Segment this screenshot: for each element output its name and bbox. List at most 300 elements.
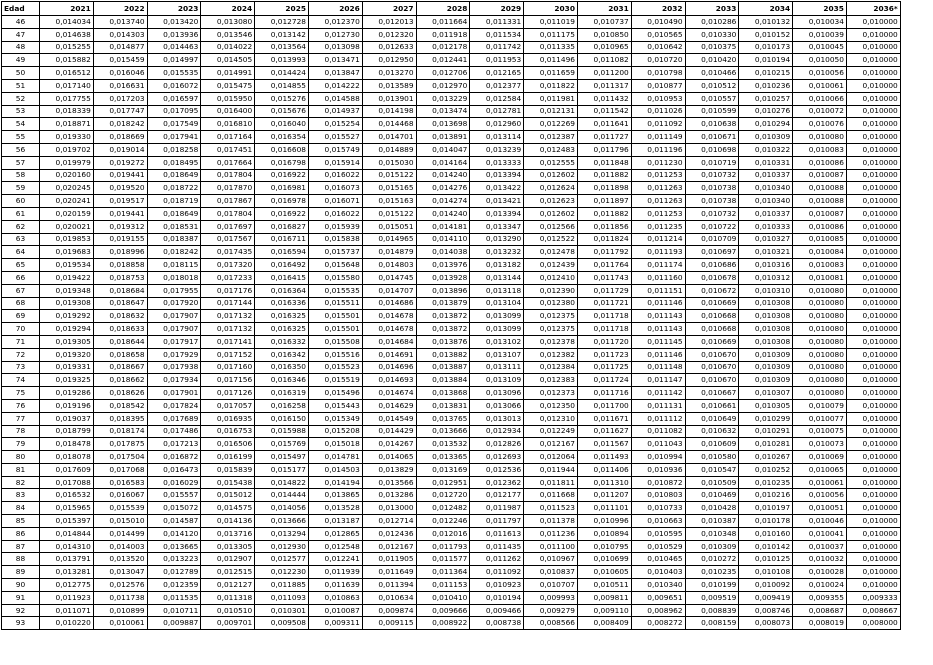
age-cell: 59	[2, 182, 40, 195]
rate-cell: 0,010732	[685, 207, 739, 220]
rate-cell: 0,014803	[362, 259, 416, 272]
rate-cell: 0,017907	[147, 310, 201, 323]
rate-cell: 0,012246	[416, 515, 470, 528]
rate-cell: 0,010235	[685, 566, 739, 579]
rate-cell: 0,011724	[577, 374, 631, 387]
rate-cell: 0,018649	[147, 169, 201, 182]
rate-cell: 0,017549	[147, 118, 201, 131]
rate-cell: 0,010294	[739, 118, 793, 131]
rate-cell: 0,012907	[201, 553, 255, 566]
rate-cell: 0,009701	[201, 617, 255, 630]
rate-cell: 0,010410	[416, 591, 470, 604]
rate-cell: 0,016922	[255, 207, 309, 220]
rate-cell: 0,010000	[846, 259, 900, 272]
rate-cell: 0,014691	[362, 348, 416, 361]
rate-cell: 0,010080	[793, 374, 847, 387]
rate-cell: 0,011641	[577, 118, 631, 131]
rate-cell: 0,011822	[524, 79, 578, 92]
rate-cell: 0,015535	[308, 284, 362, 297]
rate-cell: 0,013013	[470, 412, 524, 425]
rate-cell: 0,010178	[739, 515, 793, 528]
rate-cell: 0,014267	[362, 438, 416, 451]
rate-cell: 0,010000	[846, 297, 900, 310]
rate-cell: 0,010087	[793, 207, 847, 220]
rate-cell: 0,010000	[846, 399, 900, 412]
rate-cell: 0,018871	[40, 118, 94, 131]
rate-cell: 0,011071	[40, 604, 94, 617]
rate-cell: 0,010000	[846, 335, 900, 348]
age-cell: 57	[2, 156, 40, 169]
rate-cell: 0,013333	[470, 156, 524, 169]
rate-cell: 0,010000	[846, 271, 900, 284]
table-row	[2, 105, 901, 118]
rate-cell: 0,010733	[631, 502, 685, 515]
rate-cell: 0,010403	[631, 566, 685, 579]
rate-cell: 0,010215	[739, 67, 793, 80]
rate-cell: 0,017095	[147, 105, 201, 118]
header-row	[2, 2, 901, 16]
rate-cell: 0,015519	[308, 374, 362, 387]
rate-cell: 0,010087	[308, 604, 362, 617]
rate-cell: 0,019441	[93, 169, 147, 182]
rate-cell: 0,010050	[793, 54, 847, 67]
rate-cell: 0,014549	[362, 412, 416, 425]
rate-cell: 0,013066	[470, 399, 524, 412]
rate-cell: 0,010000	[846, 284, 900, 297]
rate-cell: 0,010420	[685, 54, 739, 67]
rate-cell: 0,016350	[255, 361, 309, 374]
rate-cell: 0,010081	[793, 271, 847, 284]
rate-cell: 0,012577	[255, 553, 309, 566]
rate-cell: 0,010072	[793, 105, 847, 118]
rate-cell: 0,013884	[416, 374, 470, 387]
age-cell: 85	[2, 515, 40, 528]
rate-cell: 0,011148	[631, 361, 685, 374]
rate-cell: 0,010305	[739, 399, 793, 412]
rate-cell: 0,010668	[685, 310, 739, 323]
rate-cell: 0,011378	[524, 515, 578, 528]
rate-cell: 0,013993	[255, 54, 309, 67]
rate-cell: 0,013471	[308, 54, 362, 67]
rate-cell: 0,010529	[631, 540, 685, 553]
rate-cell: 0,008962	[631, 604, 685, 617]
rate-cell: 0,017875	[93, 438, 147, 451]
rate-cell: 0,011174	[631, 259, 685, 272]
rate-cell: 0,016872	[147, 451, 201, 464]
rate-cell: 0,010738	[685, 195, 739, 208]
rate-cell: 0,013347	[470, 220, 524, 233]
rate-cell: 0,018644	[93, 335, 147, 348]
rate-cell: 0,018799	[40, 425, 94, 438]
rate-cell: 0,010953	[631, 92, 685, 105]
rate-cell: 0,014575	[201, 502, 255, 515]
rate-cell: 0,019422	[40, 271, 94, 284]
rate-cell: 0,016067	[93, 489, 147, 502]
rate-cell: 0,010967	[524, 553, 578, 566]
rate-cell: 0,010669	[685, 335, 739, 348]
table-row	[2, 195, 901, 208]
rate-cell: 0,008922	[416, 617, 470, 630]
rate-cell: 0,008566	[524, 617, 578, 630]
rate-cell: 0,010125	[739, 553, 793, 566]
rate-cell: 0,019330	[40, 131, 94, 144]
rate-cell: 0,016073	[308, 182, 362, 195]
rate-cell: 0,012370	[308, 16, 362, 29]
rate-cell: 0,014678	[362, 323, 416, 336]
rate-cell: 0,018996	[93, 246, 147, 259]
rate-cell: 0,008019	[793, 617, 847, 630]
rate-cell: 0,016935	[201, 412, 255, 425]
rate-cell: 0,010000	[846, 489, 900, 502]
rate-cell: 0,011318	[201, 591, 255, 604]
rate-cell: 0,010719	[685, 156, 739, 169]
rate-cell: 0,019294	[40, 323, 94, 336]
rate-cell: 0,014110	[416, 233, 470, 246]
rate-cell: 0,009110	[577, 604, 631, 617]
rate-cell: 0,015501	[308, 323, 362, 336]
rate-cell: 0,012230	[255, 566, 309, 579]
rate-cell: 0,010281	[739, 438, 793, 451]
rate-cell: 0,018395	[93, 412, 147, 425]
age-cell: 89	[2, 566, 40, 579]
age-cell: 75	[2, 387, 40, 400]
rate-cell: 0,011236	[524, 527, 578, 540]
rate-cell: 0,010722	[685, 220, 739, 233]
rate-cell: 0,013546	[201, 28, 255, 41]
rate-cell: 0,014038	[416, 246, 470, 259]
table-row	[2, 92, 901, 105]
rate-cell: 0,014638	[40, 28, 94, 41]
rate-cell: 0,012177	[470, 489, 524, 502]
rate-cell: 0,019014	[93, 143, 147, 156]
rate-cell: 0,016319	[255, 387, 309, 400]
table-row	[2, 118, 901, 131]
rate-cell: 0,016325	[255, 323, 309, 336]
rate-cell: 0,010698	[685, 143, 739, 156]
rate-cell: 0,010707	[524, 579, 578, 592]
rate-cell: 0,009811	[577, 591, 631, 604]
rate-cell: 0,011193	[631, 246, 685, 259]
rate-cell: 0,010046	[793, 515, 847, 528]
rate-cell: 0,011263	[631, 195, 685, 208]
rate-cell: 0,010220	[40, 617, 94, 630]
rate-cell: 0,010267	[739, 451, 793, 464]
rate-cell: 0,010547	[685, 463, 739, 476]
rate-cell: 0,010084	[793, 246, 847, 259]
age-cell: 61	[2, 207, 40, 220]
rate-cell: 0,011885	[255, 579, 309, 592]
rate-cell: 0,013791	[40, 553, 94, 566]
rate-cell: 0,017870	[201, 182, 255, 195]
age-cell: 49	[2, 54, 40, 67]
table-row	[2, 16, 901, 29]
rate-cell: 0,014065	[362, 451, 416, 464]
rate-cell: 0,013589	[362, 79, 416, 92]
rate-cell: 0,009419	[739, 591, 793, 604]
rate-cell: 0,014120	[147, 527, 201, 540]
rate-cell: 0,017907	[147, 323, 201, 336]
rate-cell: 0,017486	[147, 425, 201, 438]
rate-cell: 0,009519	[685, 591, 739, 604]
rate-cell: 0,012930	[255, 540, 309, 553]
rate-cell: 0,015676	[255, 105, 309, 118]
rate-cell: 0,010490	[631, 16, 685, 29]
rate-cell: 0,015535	[147, 67, 201, 80]
rate-cell: 0,010000	[846, 579, 900, 592]
rate-cell: 0,010083	[793, 143, 847, 156]
rate-cell: 0,011953	[470, 54, 524, 67]
rate-cell: 0,011253	[631, 169, 685, 182]
rate-cell: 0,010340	[739, 195, 793, 208]
rate-cell: 0,010307	[739, 387, 793, 400]
rate-cell: 0,013118	[470, 284, 524, 297]
table-row	[2, 348, 901, 361]
rate-cell: 0,013239	[470, 143, 524, 156]
rate-cell: 0,011200	[577, 67, 631, 80]
rate-cell: 0,010965	[577, 41, 631, 54]
rate-cell: 0,011613	[470, 527, 524, 540]
rate-cell: 0,010000	[846, 553, 900, 566]
rate-cell: 0,011981	[524, 92, 578, 105]
rate-cell: 0,018242	[147, 246, 201, 259]
rate-cell: 0,010667	[685, 387, 739, 400]
rate-cell: 0,010041	[793, 527, 847, 540]
rate-cell: 0,012633	[362, 41, 416, 54]
rate-cell: 0,015539	[93, 502, 147, 515]
rate-cell: 0,014587	[147, 515, 201, 528]
rate-cell: 0,010000	[846, 361, 900, 374]
rate-cell: 0,010000	[846, 118, 900, 131]
rate-cell: 0,019155	[93, 233, 147, 246]
rate-cell: 0,013111	[470, 361, 524, 374]
rate-cell: 0,015939	[308, 220, 362, 233]
rate-cell: 0,011196	[631, 143, 685, 156]
rate-cell: 0,012382	[524, 348, 578, 361]
rate-cell: 0,010000	[846, 207, 900, 220]
column-header-year: 2032	[631, 2, 685, 16]
rate-cell: 0,013936	[147, 28, 201, 41]
rate-cell: 0,009333	[846, 591, 900, 604]
rate-cell: 0,016415	[255, 271, 309, 284]
column-header-year: 2021	[40, 2, 94, 16]
table-row	[2, 220, 901, 233]
rate-cell: 0,011496	[524, 54, 578, 67]
rate-cell: 0,010000	[846, 220, 900, 233]
rate-cell: 0,015276	[255, 92, 309, 105]
rate-cell: 0,011100	[524, 540, 578, 553]
rate-cell: 0,018174	[93, 425, 147, 438]
rate-cell: 0,013080	[201, 16, 255, 29]
rate-cell: 0,010066	[793, 92, 847, 105]
rate-cell: 0,013281	[40, 566, 94, 579]
rate-cell: 0,016354	[255, 131, 309, 144]
rate-cell: 0,010056	[793, 489, 847, 502]
age-cell: 65	[2, 259, 40, 272]
rate-cell: 0,019331	[40, 361, 94, 374]
rate-cell: 0,010000	[846, 566, 900, 579]
table-row	[2, 54, 901, 67]
rate-cell: 0,010000	[846, 412, 900, 425]
rate-cell: 0,010000	[846, 515, 900, 528]
rate-cell: 0,011112	[631, 412, 685, 425]
rate-cell: 0,013232	[470, 246, 524, 259]
rate-cell: 0,017435	[201, 246, 255, 259]
rate-cell: 0,011262	[470, 553, 524, 566]
rate-cell: 0,011567	[577, 438, 631, 451]
rate-cell: 0,013865	[308, 489, 362, 502]
rate-cell: 0,015580	[308, 271, 362, 284]
rate-cell: 0,010795	[577, 540, 631, 553]
rate-cell: 0,010173	[739, 41, 793, 54]
rate-cell: 0,009279	[524, 604, 578, 617]
rate-cell: 0,016258	[255, 399, 309, 412]
rate-cell: 0,019683	[40, 246, 94, 259]
rate-cell: 0,010670	[685, 374, 739, 387]
rate-cell: 0,014889	[362, 143, 416, 156]
rate-cell: 0,016711	[255, 233, 309, 246]
rate-cell: 0,011143	[631, 310, 685, 323]
rate-cell: 0,013666	[416, 425, 470, 438]
rate-cell: 0,015030	[362, 156, 416, 169]
rate-cell: 0,011720	[577, 335, 631, 348]
rate-cell: 0,014686	[362, 297, 416, 310]
rate-cell: 0,010511	[577, 579, 631, 592]
rate-cell: 0,009651	[631, 591, 685, 604]
rate-cell: 0,012960	[470, 118, 524, 131]
rate-cell: 0,010316	[739, 259, 793, 272]
rate-cell: 0,013096	[470, 387, 524, 400]
table-row	[2, 284, 901, 297]
rate-cell: 0,010309	[739, 374, 793, 387]
rate-cell: 0,008746	[739, 604, 793, 617]
rate-cell: 0,010923	[470, 579, 524, 592]
age-cell: 50	[2, 67, 40, 80]
rate-cell: 0,015516	[308, 348, 362, 361]
rate-cell: 0,014240	[416, 207, 470, 220]
age-cell: 91	[2, 591, 40, 604]
rate-cell: 0,018719	[147, 195, 201, 208]
rate-cell: 0,011043	[631, 438, 685, 451]
rate-cell: 0,017132	[201, 323, 255, 336]
rate-cell: 0,010308	[739, 323, 793, 336]
rate-cell: 0,012384	[524, 361, 578, 374]
rate-cell: 0,012383	[524, 374, 578, 387]
rate-cell: 0,011146	[631, 297, 685, 310]
rate-cell: 0,018649	[147, 207, 201, 220]
age-cell: 55	[2, 131, 40, 144]
rate-cell: 0,013928	[416, 271, 470, 284]
column-header-year: 2036*	[846, 2, 900, 16]
rate-cell: 0,010337	[739, 207, 793, 220]
rate-cell: 0,011944	[524, 463, 578, 476]
rate-cell: 0,014181	[416, 220, 470, 233]
rate-cell: 0,012439	[524, 259, 578, 272]
age-cell: 46	[2, 16, 40, 29]
age-cell: 58	[2, 169, 40, 182]
table-row	[2, 463, 901, 476]
rate-cell: 0,019517	[93, 195, 147, 208]
rate-cell: 0,011727	[577, 131, 631, 144]
rate-cell: 0,020021	[40, 220, 94, 233]
rate-cell: 0,012720	[416, 489, 470, 502]
rate-cell: 0,011092	[631, 118, 685, 131]
rate-cell: 0,012950	[362, 54, 416, 67]
rate-cell: 0,012576	[93, 579, 147, 592]
age-cell: 81	[2, 463, 40, 476]
rate-cell: 0,010509	[685, 476, 739, 489]
rate-cell: 0,011923	[40, 591, 94, 604]
rate-cell: 0,012584	[470, 92, 524, 105]
rate-cell: 0,014693	[362, 374, 416, 387]
rate-cell: 0,011856	[577, 220, 631, 233]
rate-cell: 0,010199	[685, 579, 739, 592]
rate-cell: 0,015475	[201, 79, 255, 92]
rate-cell: 0,010000	[846, 476, 900, 489]
rate-cell: 0,010510	[201, 604, 255, 617]
rate-cell: 0,010737	[577, 16, 631, 29]
rate-cell: 0,010286	[685, 16, 739, 29]
rate-cell: 0,010899	[93, 604, 147, 617]
rate-cell: 0,017140	[40, 79, 94, 92]
table-row	[2, 515, 901, 528]
rate-cell: 0,012269	[524, 118, 578, 131]
rate-cell: 0,010061	[793, 79, 847, 92]
rate-cell: 0,013223	[147, 553, 201, 566]
rate-cell: 0,015254	[308, 118, 362, 131]
rate-cell: 0,012064	[524, 451, 578, 464]
rate-cell: 0,014198	[362, 105, 416, 118]
rate-cell: 0,014499	[93, 527, 147, 540]
rate-cell: 0,013000	[362, 502, 416, 515]
rate-cell: 0,015459	[93, 54, 147, 67]
rate-cell: 0,018753	[93, 271, 147, 284]
rate-cell: 0,011153	[416, 579, 470, 592]
rate-cell: 0,017664	[201, 156, 255, 169]
rate-cell: 0,010152	[739, 28, 793, 41]
rate-cell: 0,018632	[93, 310, 147, 323]
rate-cell: 0,015839	[201, 463, 255, 476]
rate-cell: 0,014056	[255, 502, 309, 515]
rate-cell: 0,013876	[416, 335, 470, 348]
age-cell: 84	[2, 502, 40, 515]
rate-cell: 0,012536	[470, 463, 524, 476]
table-row	[2, 41, 901, 54]
rate-cell: 0,018495	[147, 156, 201, 169]
rate-cell: 0,018684	[93, 284, 147, 297]
rate-cell: 0,010428	[685, 502, 739, 515]
rate-cell: 0,018722	[147, 182, 201, 195]
rate-cell: 0,015882	[40, 54, 94, 67]
rate-cell: 0,010080	[793, 387, 847, 400]
rate-cell: 0,010276	[739, 105, 793, 118]
rate-cell: 0,016029	[147, 476, 201, 489]
rate-cell: 0,011918	[416, 28, 470, 41]
table-row	[2, 451, 901, 464]
rate-cell: 0,010142	[739, 540, 793, 553]
rate-cell: 0,017938	[147, 361, 201, 374]
rate-cell: 0,019702	[40, 143, 94, 156]
rate-cell: 0,010000	[846, 182, 900, 195]
rate-cell: 0,013290	[470, 233, 524, 246]
rate-cell: 0,010642	[631, 41, 685, 54]
rate-cell: 0,013422	[470, 182, 524, 195]
rate-cell: 0,010235	[739, 476, 793, 489]
rate-cell: 0,013047	[93, 566, 147, 579]
rate-cell: 0,012515	[201, 566, 255, 579]
rate-cell: 0,014822	[255, 476, 309, 489]
rate-cell: 0,014164	[416, 156, 470, 169]
rate-cell: 0,020241	[40, 195, 94, 208]
